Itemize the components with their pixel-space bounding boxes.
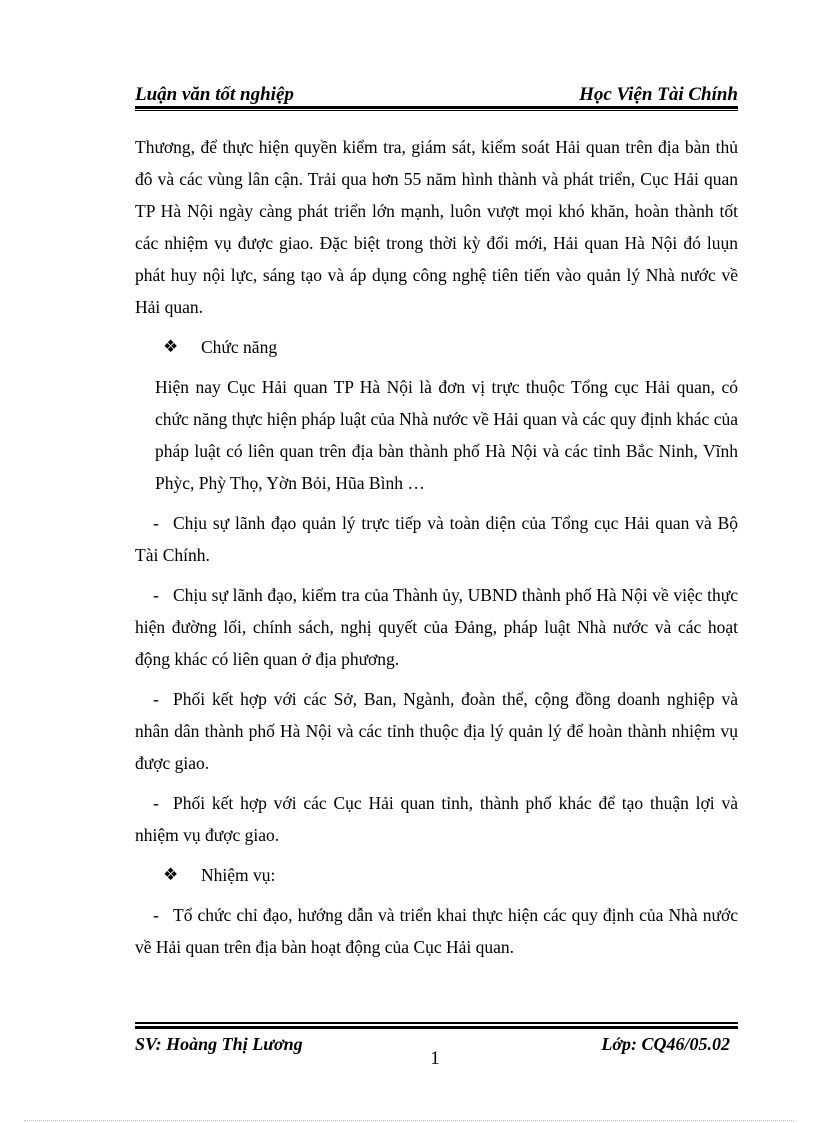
- intro-paragraph: Thương, để thực hiện quyền kiểm tra, giám sát, kiểm soát Hải quan trên địa bàn thủ đô và các vùng lân cận. Trải qua hơn 55 năm hình thành và phát triển, Cục Hải quan TP Hà Nội ngày càng phát triển lớn mạnh, luôn vượt mọi khó khăn, hoàn thành tốt các nhiệm vụ được giao. Đặc biệt trong thời kỳ đổi mới, Hải quan Hà Nội đó luụn phát huy nội lực, sáng tạo và áp dụng công nghệ tiên tiến vào quản lý Nhà nước về Hải quan.: [135, 137, 738, 317]
- header-rule: [135, 106, 738, 112]
- footer-rule: [135, 1022, 738, 1031]
- bullet-item: - Phối kết hợp với các Cục Hải quan tỉnh, thành phố khác để tạo thuận lợi và nhiệm vụ được giao.: [135, 787, 738, 851]
- page-number: 1: [430, 1048, 440, 1069]
- page-bottom-edge: [24, 1120, 794, 1121]
- header-institution: Học Viện Tài Chính: [579, 84, 738, 105]
- bullet-item: - Phối kết hợp với các Sở, Ban, Ngành, đoàn thể, cộng đồng doanh nghiệp và nhân dân thành phố Hà Nội và các tỉnh thuộc địa lý quản lý để hoàn thành nhiệm vụ được giao.: [135, 683, 738, 779]
- page-header: [135, 80, 738, 106]
- section-heading-duties: [135, 859, 738, 891]
- header-thesis-title: Luận văn tốt nghiệp: [135, 84, 294, 105]
- footer-class-code: Lớp: CQ46/05.02: [601, 1033, 730, 1054]
- duty-item: - Tổ chức chỉ đạo, hướng dẫn và triển khai thực hiện các quy định của Nhà nước về Hải quan trên địa bàn hoạt động của Cục Hải quan.: [135, 899, 738, 963]
- dash-bullet-icon: -: [153, 905, 159, 925]
- heading-functions-label: Chức năng: [201, 337, 278, 357]
- bullet-item: - Chịu sự lãnh đạo quản lý trực tiếp và toàn diện của Tổng cục Hải quan và Bộ Tài Chính.: [135, 507, 738, 571]
- dash-bullet-icon: -: [153, 689, 159, 709]
- section-heading-functions: [135, 331, 738, 363]
- page-body: [135, 131, 738, 963]
- dash-bullet-icon: -: [153, 513, 159, 533]
- dash-bullet-icon: -: [153, 585, 159, 605]
- dash-bullet-icon: -: [153, 793, 159, 813]
- functions-paragraph: Hiện nay Cục Hải quan TP Hà Nội là đơn vị trực thuộc Tổng cục Hải quan, có chức năng thực hiện pháp luật của Nhà nước về Hải quan và các quy định khác của pháp luật có liên quan trên địa bàn thành phố Hà Nội và các tỉnh Bắc Ninh, Vĩnh Phỳc, Phỳ Thọ, Yờn Bỏi, Hũa Bình …: [155, 377, 738, 493]
- bullet-item: - Chịu sự lãnh đạo, kiểm tra của Thành ủy, UBND thành phố Hà Nội về việc thực hiện đường lối, chính sách, nghị quyết của Đảng, pháp luật Nhà nước và các hoạt động khác có liên quan ở địa phương.: [135, 579, 738, 675]
- diamond-bullet-icon: ❖: [163, 865, 179, 884]
- diamond-bullet-icon: ❖: [163, 337, 179, 356]
- footer-student-name: SV: Hoàng Thị Lương: [135, 1033, 303, 1054]
- heading-duties-label: Nhiệm vụ:: [201, 865, 276, 885]
